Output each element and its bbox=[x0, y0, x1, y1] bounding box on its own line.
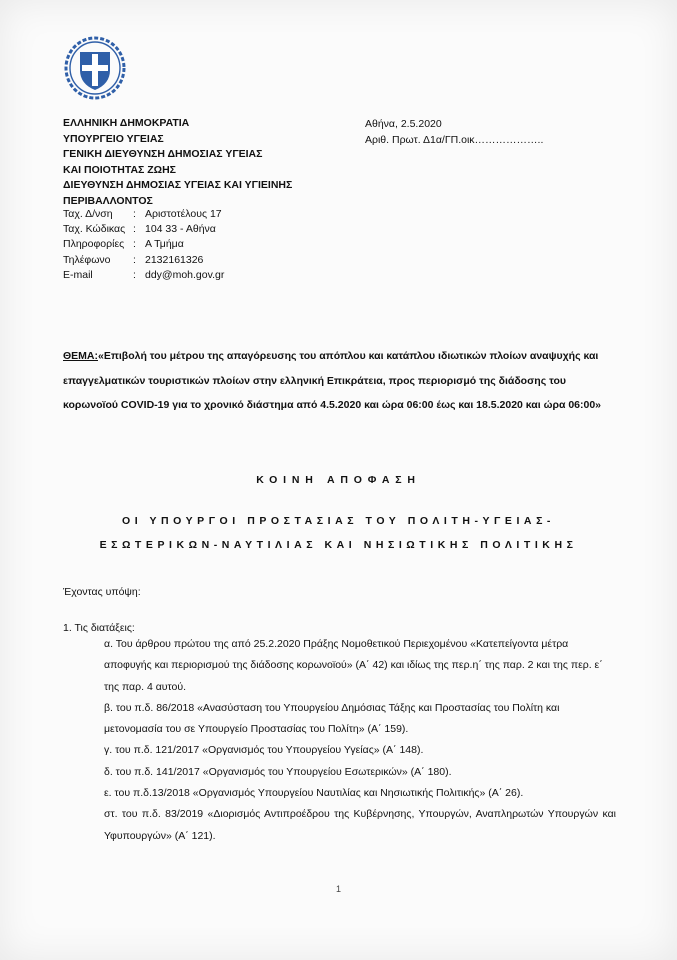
ministry-line: ΥΠΟΥΡΓΕΙΟ ΥΓΕΙΑΣ bbox=[63, 132, 164, 145]
ministers-line: ΕΣΩΤΕΡΙΚΩΝ-ΝΑΥΤΙΛΙΑΣ ΚΑΙ ΝΗΣΙΩΤΙΚΗΣ ΠΟΛΙΤΙΚΗΣ bbox=[99, 539, 578, 551]
contact-row bbox=[63, 253, 224, 268]
document-date: Αθήνα, 2.5.2020 bbox=[365, 118, 442, 130]
contact-key: Πληροφορίες bbox=[63, 238, 125, 251]
contact-value: Αριστοτέλους 17 bbox=[145, 208, 222, 220]
having-regard-label: Έχοντας υπόψη: bbox=[63, 586, 141, 598]
contact-value: 2132161326 bbox=[145, 253, 204, 266]
contact-key: Ταχ. Κώδικας bbox=[63, 223, 126, 236]
list-item: γ. του π.δ. 121/2017 «Οργανισμός του Υπουργείου Υγείας» (Α΄ 148). bbox=[104, 744, 424, 757]
contact-sep: : bbox=[133, 268, 136, 281]
ministry-line: ΓΕΝΙΚΗ ΔΙΕΥΘΥΝΣΗ ΔΗΜΟΣΙΑΣ ΥΓΕΙΑΣ bbox=[63, 148, 263, 160]
contact-sep: : bbox=[133, 208, 136, 220]
subject-label: ΘΕΜΑ: bbox=[63, 350, 98, 362]
decision-title: ΚΟΙΝΗ ΑΠΟΦΑΣΗ bbox=[256, 474, 421, 486]
list-item: β. του π.δ. 86/2018 «Ανασύσταση του Υπουργείου Δημόσιας Τάξης και Προστασίας του Πολίτη και μετονομασία του σε Υπουργείο Προστασίας του Πολίτη» (Α΄ 159). bbox=[104, 701, 560, 736]
contact-key: Ταχ. Δ/νση bbox=[63, 208, 113, 220]
ministry-header bbox=[63, 116, 292, 209]
contact-row bbox=[63, 237, 224, 252]
contact-value: Α Τμήμα bbox=[145, 238, 184, 251]
list-item: στ. του π.δ. 83/2019 «Διορισμός Αντιπροέδρου της Κυβέρνησης, Υπουργών, Αναπληρωτών Υπουργών και Υφυπουργών» (Α΄ 121). bbox=[104, 808, 616, 842]
ministry-line: ΕΛΛΗΝΙΚΗ ΔΗΜΟΚΡΑΤΙΑ bbox=[63, 117, 190, 129]
provisions-heading: 1. Τις διατάξεις: bbox=[63, 622, 135, 634]
greek-coat-of-arms-icon bbox=[63, 34, 127, 100]
contact-key: Τηλέφωνο bbox=[63, 253, 111, 266]
provisions-list bbox=[104, 634, 616, 847]
date-protocol-block bbox=[365, 116, 543, 148]
protocol-number: Αριθ. Πρωτ. Δ1α/ΓΠ.οικ……………….. bbox=[365, 134, 544, 146]
list-item: ε. του π.δ.13/2018 «Οργανισμός Υπουργείου Ναυτιλίας και Νησιωτικής Πολιτικής» (Α΄ 26). bbox=[104, 787, 524, 800]
contact-row bbox=[63, 207, 224, 222]
ministry-line: ΔΙΕΥΘΥΝΣΗ ΔΗΜΟΣΙΑΣ ΥΓΕΙΑΣ ΚΑΙ ΥΓΙΕΙΝΗΣ bbox=[63, 179, 293, 191]
subject-block bbox=[63, 344, 615, 418]
contact-sep: : bbox=[133, 223, 136, 236]
ministers-heading bbox=[0, 509, 677, 557]
contact-email[interactable]: ddy@moh.gov.gr bbox=[145, 268, 225, 281]
ministry-line: ΠΕΡΙΒΑΛΛΟΝΤΟΣ bbox=[63, 194, 153, 207]
page-number: 1 bbox=[335, 884, 341, 894]
list-item: α. Του άρθρου πρώτου της από 25.2.2020 Πράξης Νομοθετικού Περιεχομένου «Κατεπείγοντα μέτρα αποφυγής και περιορισμού της διάδοσης κορωνοϊού» (Α΄ 42) και ιδίως της περ.η΄ της παρ. 2 και της περ. ε΄ της παρ. 4 αυτού. bbox=[104, 638, 603, 693]
contact-sep: : bbox=[133, 253, 136, 266]
contact-row bbox=[63, 222, 224, 237]
subject-text: «Επιβολή του μέτρου της απαγόρευσης του απόπλου και κατάπλου ιδιωτικών πλοίων αναψυχής και επαγγελματικών τουριστικών πλοίων στην ελληνική Επικράτεια, προς περιορισμό της διάδοσης του κορωνοϊού COVID-19 για το χρονικό διάστημα από 4.5.2020 και ώρα 06:00 έως και 18.5.2020 και ώρα 06:00» bbox=[63, 350, 602, 411]
contact-details bbox=[63, 207, 224, 283]
ministry-line: ΚΑΙ ΠΟΙΟΤΗΤΑΣ ΖΩΗΣ bbox=[63, 163, 176, 176]
list-item: δ. του π.δ. 141/2017 «Οργανισμός του Υπουργείου Εσωτερικών» (Α΄ 180). bbox=[104, 765, 452, 778]
contact-row bbox=[63, 268, 224, 283]
contact-sep: : bbox=[133, 238, 136, 251]
ministers-line: ΟΙ ΥΠΟΥΡΓΟΙ ΠΡΟΣΤΑΣΙΑΣ ΤΟΥ ΠΟΛΙΤΗ-ΥΓΕΙΑΣ- bbox=[122, 515, 555, 527]
contact-value: 104 33 - Αθήνα bbox=[145, 223, 216, 236]
contact-key: E-mail bbox=[63, 268, 93, 281]
